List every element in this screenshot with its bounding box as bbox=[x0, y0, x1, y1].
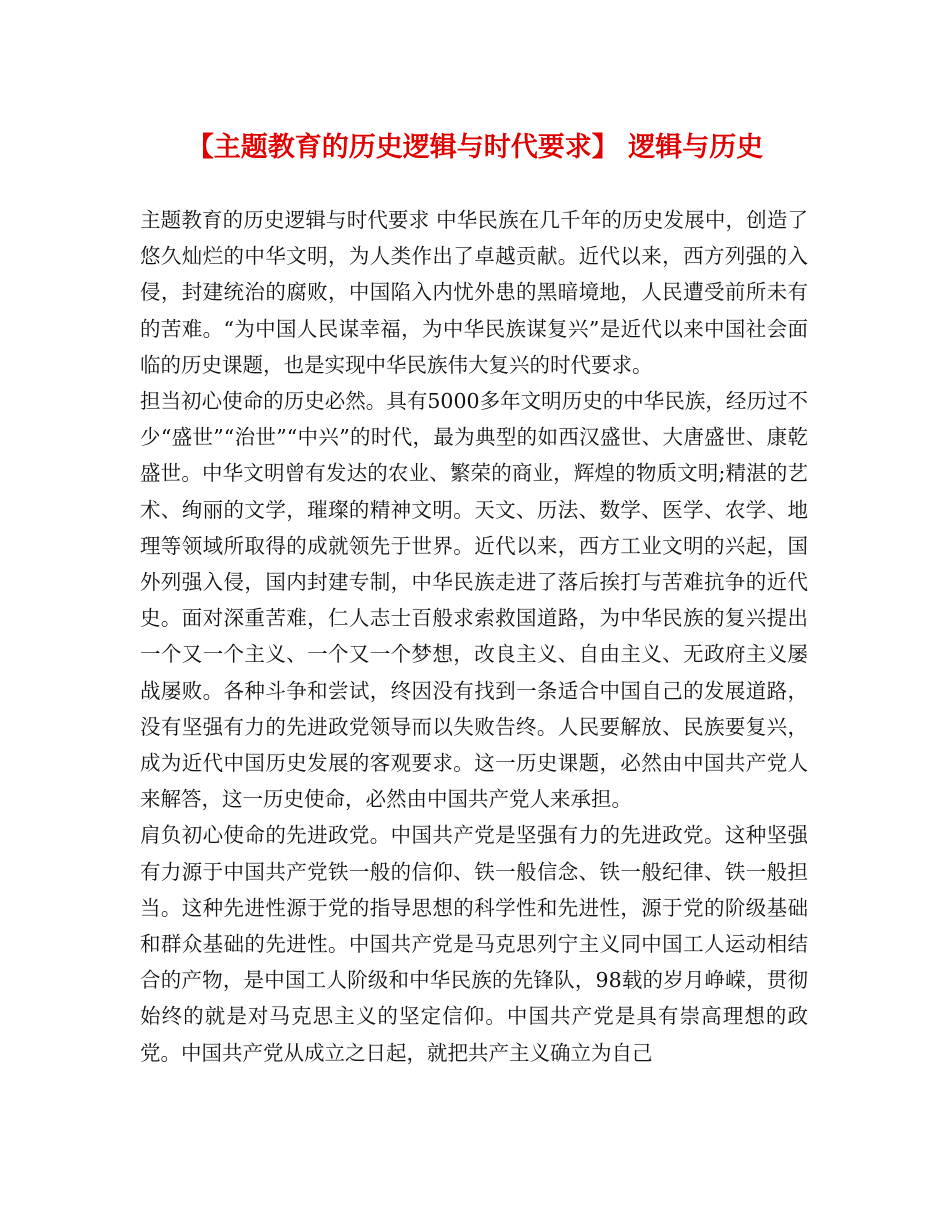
document-title: 【主题教育的历史逻辑与时代要求】 逻辑与历史 bbox=[186, 132, 764, 163]
document-body bbox=[140, 202, 808, 1071]
paragraph: 主题教育的历史逻辑与时代要求 中华民族在几千年的历史发展中，创造了悠久灿烂的中华文明，为人类作出了卓越贡献。近代以来，西方列强的入侵，封建统治的腐败，中国陷入内忧外患的黑暗境地，人民遭受前所未有的苦难。“为中国人民谋幸福，为中华民族谋复兴”是近代以来中国社会面临的历史课题，也是实现中华民族伟大复兴的时代要求。 bbox=[140, 208, 808, 377]
paragraph: 肩负初心使命的先进政党。中国共产党是坚强有力的先进政党。这种坚强有力源于中国共产党铁一般的信仰、铁一般信念、铁一般纪律、铁一般担当。这种先进性源于党的指导思想的科学性和先进性，源于党的阶级基础和群众基础的先进性。中国共产党是马克思列宁主义同中国工人运动相结合的产物，是中国工人阶级和中华民族的先锋队，98载的岁月峥嵘，贯彻始终的就是对马克思主义的坚定信仰。中国共产党是具有崇高理想的政党。中国共产党从成立之日起，就把共产主义确立为自己 bbox=[140, 823, 808, 1065]
paragraph: 担当初心使命的历史必然。具有5000多年文明历史的中华民族，经历过不少“盛世”“治世”“中兴”的时代，最为典型的如西汉盛世、大唐盛世、康乾盛世。中华文明曾有发达的农业、繁荣的商业，辉煌的物质文明;精湛的艺术、绚丽的文学，璀璨的精神文明。天文、历法、数学、医学、农学、地理等领域所取得的成就领先于世界。近代以来，西方工业文明的兴起，国外列强入侵，国内封建专制，中华民族走进了落后挨打与苦难抗争的近代史。面对深重苦难，仁人志士百般求索救国道路，为中华民族的复兴提出一个又一个主义、一个又一个梦想，改良主义、自由主义、无政府主义屡战屡败。各种斗争和尝试，终因没有找到一条适合中国自己的发展道路，没有坚强有力的先进政党领导而以失败告终。人民要解放、民族要复兴，成为近代中国历史发展的客观要求。这一历史课题，必然由中国共产党人来解答，这一历史使命，必然由中国共产党人来承担。 bbox=[140, 389, 808, 812]
